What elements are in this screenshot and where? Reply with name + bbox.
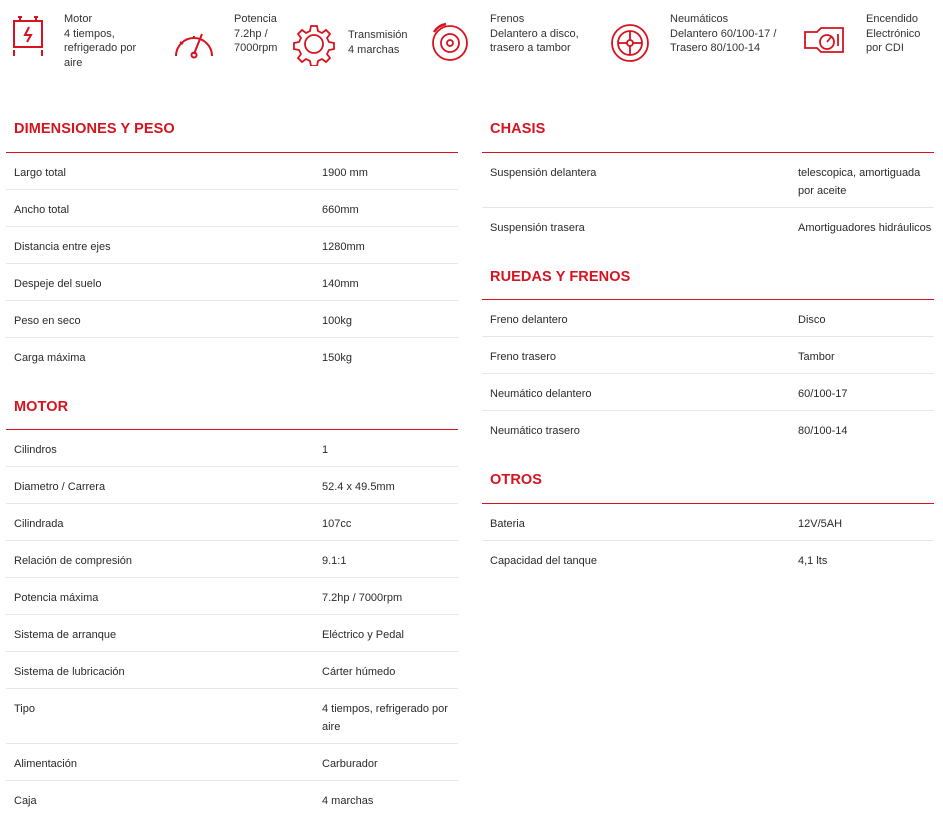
table-row: Cilindros 1	[6, 430, 458, 467]
speedometer-icon	[172, 20, 216, 64]
table-row: Potencia máxima 7.2hp / 7000rpm	[6, 578, 458, 615]
table-row: Caja 4 marchas	[14, 795, 374, 807]
section-title-dimensions: DIMENSIONES Y PESO	[14, 121, 175, 137]
table-row: Neumático delantero 60/100-17	[482, 374, 934, 411]
table-row: Suspensión trasera Amortiguadores hidráulicos	[490, 222, 932, 234]
table-row: Peso en seco 100kg	[6, 301, 458, 338]
feature-brakes	[428, 13, 579, 64]
section-title-ruedas-frenos: RUEDAS Y FRENOS	[490, 269, 631, 285]
table-row: Carga máxima 150kg	[14, 352, 352, 364]
table-row: Freno delantero Disco	[482, 300, 934, 337]
table-row: Suspensión delantera telescopica, amortiguada por aceite	[482, 153, 934, 208]
section-title-otros: OTROS	[490, 472, 543, 488]
table-row: Sistema de arranque Eléctrico y Pedal	[6, 615, 458, 652]
table-row: Ancho total 660mm	[6, 190, 458, 227]
feature-tires	[608, 13, 777, 64]
table-row: Bateria 12V/5AH	[482, 504, 934, 541]
feature-ignition-text: Encendido Electrónico por CDI	[866, 13, 921, 54]
brake-disc-icon	[428, 20, 472, 64]
feature-engine-text: Motor 4 tiempos, refrigerado por aire	[64, 13, 137, 69]
gear-icon	[292, 22, 336, 66]
section-title-chasis: CHASIS	[490, 121, 546, 137]
section-title-motor: MOTOR	[14, 399, 69, 415]
feature-power-text: Potencia 7.2hp / 7000rpm	[234, 13, 278, 54]
engine-icon	[8, 12, 52, 56]
feature-engine	[8, 12, 136, 70]
feature-brakes-text: Frenos Delantero a disco, trasero a tambor	[490, 13, 579, 54]
table-row: Despeje del suelo 140mm	[6, 264, 458, 301]
table-row: Freno trasero Tambor	[482, 337, 934, 374]
feature-tires-text: Neumáticos Delantero 60/100-17 / Trasero 80/100-14	[670, 13, 777, 54]
table-row: Sistema de lubricación Cárter húmedo	[6, 652, 458, 689]
tire-icon	[608, 20, 652, 64]
table-row: Diametro / Carrera 52.4 x 49.5mm	[6, 467, 458, 504]
table-row: Relación de compresión 9.1:1	[6, 541, 458, 578]
table-row: Capacidad del tanque 4,1 lts	[490, 555, 828, 567]
feature-power	[172, 13, 278, 64]
feature-ignition	[802, 13, 921, 64]
ignition-icon	[802, 20, 846, 64]
table-row: Cilindrada 107cc	[6, 504, 458, 541]
features-bar	[0, 0, 943, 90]
feature-transmission-text: Transmisión 4 marchas	[348, 29, 408, 56]
table-row: Largo total 1900 mm	[6, 153, 458, 190]
table-row: Neumático trasero 80/100-14	[490, 425, 848, 437]
table-row: Tipo 4 tiempos, refrigerado por aire	[6, 689, 458, 744]
table-row: Alimentación Carburador	[6, 744, 458, 781]
feature-transmission	[292, 22, 408, 66]
table-row: Distancia entre ejes 1280mm	[6, 227, 458, 264]
